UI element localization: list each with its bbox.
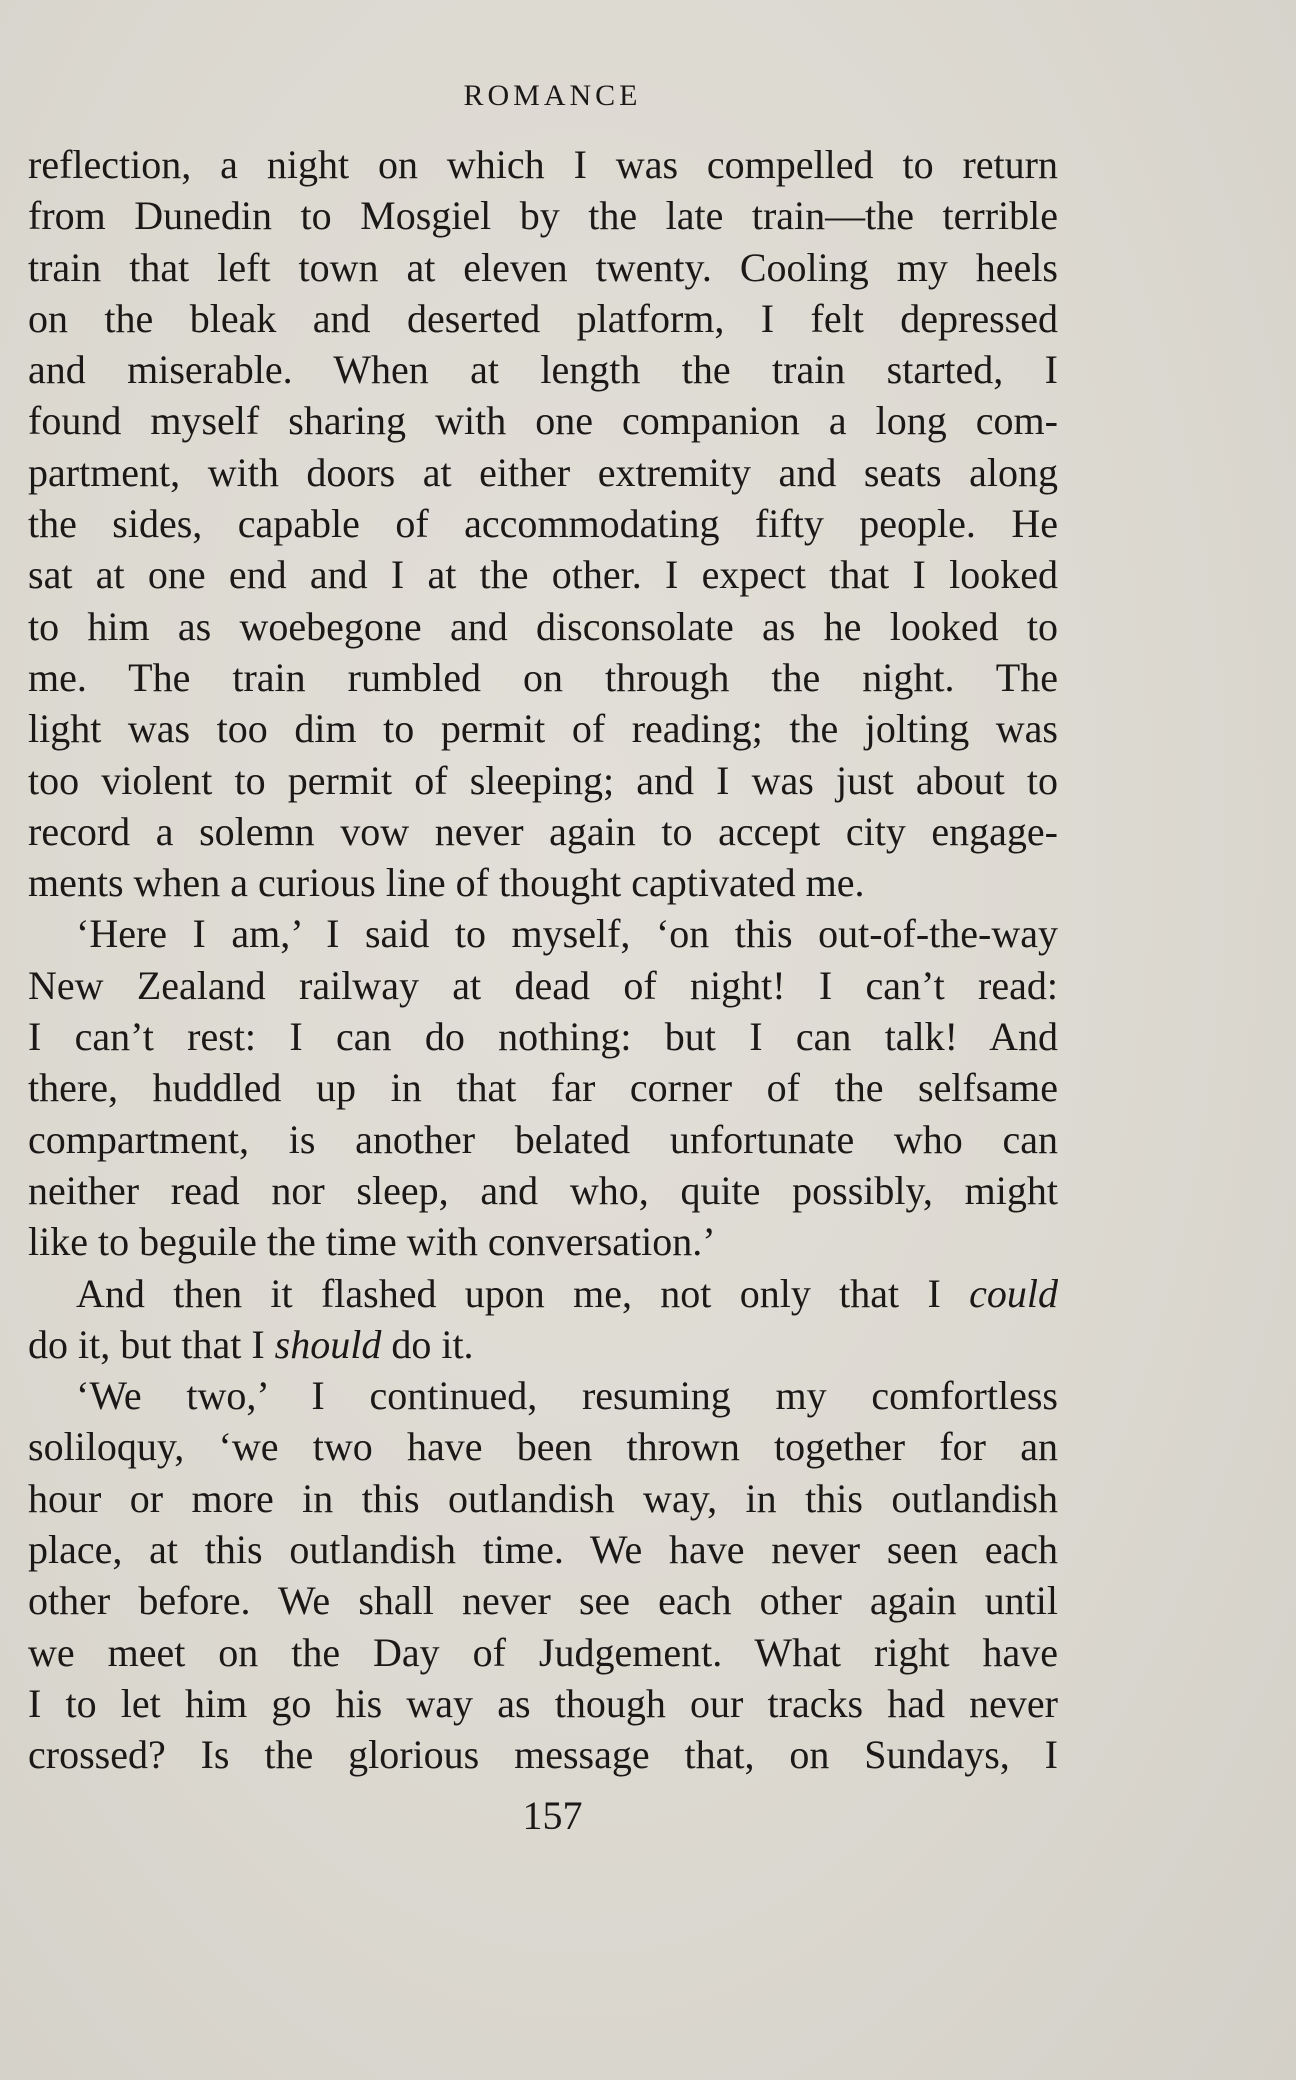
text-line: I can’t rest: I can do nothing: but I can talk! And xyxy=(28,1014,1058,1060)
text-line: hour or more in this outlandish way, in this outlandish xyxy=(28,1475,1058,1521)
text-line: we meet on the Day of Judgement. What right have xyxy=(28,1629,1058,1675)
text-line: soliloquy, ‘we two have been thrown together for an xyxy=(28,1424,1058,1470)
text-line: there, huddled up in that far corner of the selfsame xyxy=(28,1065,1058,1111)
text-line xyxy=(28,1319,1058,1370)
text-line: like to beguile the time with conversation.’ xyxy=(28,1219,716,1265)
text-line: found myself sharing with one companion a long com- xyxy=(28,398,1058,444)
text-line: sat at one end and I at the other. I expect that I looked xyxy=(28,552,1058,598)
body-text xyxy=(28,139,1058,1781)
text-segment: do it, but that I xyxy=(28,1321,275,1367)
text-line: and miserable. When at length the train started, I xyxy=(28,347,1058,393)
italic-word: could xyxy=(969,1270,1058,1316)
text-line: New Zealand railway at dead of night! I can’t read: xyxy=(28,962,1058,1008)
text-line: ments when a curious line of thought captivated me. xyxy=(28,860,865,906)
text-line xyxy=(28,1268,1058,1319)
text-line: other before. We shall never see each other again until xyxy=(28,1578,1058,1624)
text-line: record a solemn vow never again to accept city engage- xyxy=(28,808,1058,854)
text-line: too violent to permit of sleeping; and I was just about to xyxy=(28,757,1058,803)
text-line: compartment, is another belated unfortunate who can xyxy=(28,1116,1058,1162)
text-line: ‘Here I am,’ I said to myself, ‘on this out-of-the-way xyxy=(76,911,1058,957)
italic-word: should xyxy=(274,1321,382,1367)
text-line: partment, with doors at either extremity and seats along xyxy=(28,449,1058,495)
text-line: reflection, a night on which I was compelled to return xyxy=(28,142,1058,187)
text-line: place, at this outlandish time. We have never seen each xyxy=(28,1527,1058,1573)
text-line: ‘We two,’ I continued, resuming my comfortless xyxy=(76,1373,1058,1419)
text-line: to him as woebegone and disconsolate as he looked to xyxy=(28,603,1058,649)
text-segment: do it. xyxy=(381,1321,474,1367)
text-line: on the bleak and deserted platform, I felt depressed xyxy=(28,295,1058,341)
text-line: neither read nor sleep, and who, quite possibly, might xyxy=(28,1167,1058,1213)
text-line: light was too dim to permit of reading; the jolting was xyxy=(28,706,1058,752)
text-segment: And then it flashed upon me, not only that I xyxy=(76,1270,970,1316)
text-line: crossed? Is the glorious message that, on Sundays, I xyxy=(28,1732,1058,1778)
text-line: train that left town at eleven twenty. Cooling my heels xyxy=(28,244,1058,290)
text-line: I to let him go his way as though our tracks had never xyxy=(28,1680,1058,1726)
text-line: me. The train rumbled on through the night. The xyxy=(28,654,1058,700)
text-line: the sides, capable of accommodating fifty people. He xyxy=(28,501,1058,547)
page-number: 157 xyxy=(522,1793,583,1838)
running-head: ROMANCE xyxy=(463,79,642,112)
text-line: from Dunedin to Mosgiel by the late train—the terrible xyxy=(28,193,1058,239)
